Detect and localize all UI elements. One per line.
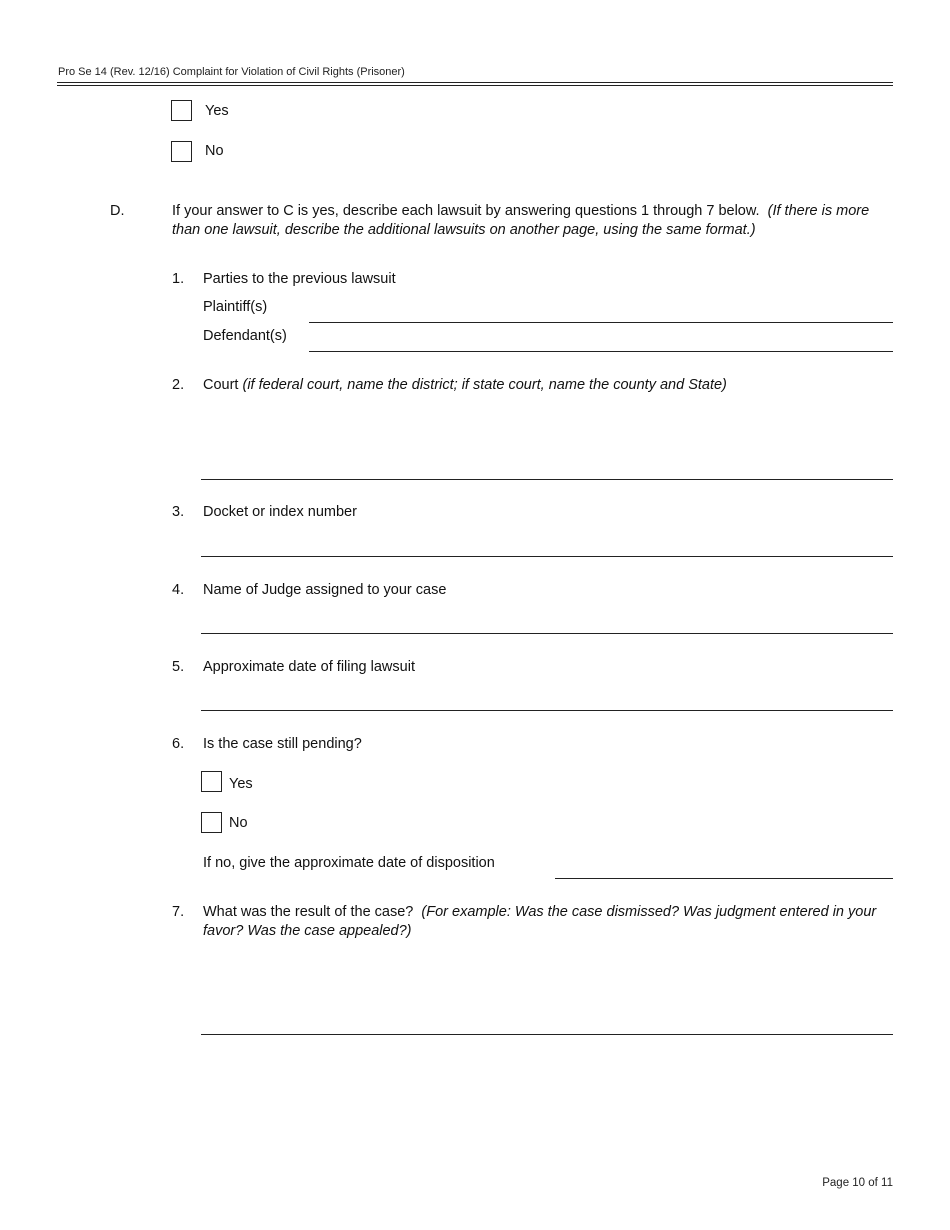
case-result-field[interactable]: [201, 1034, 893, 1035]
c-yes-checkbox[interactable]: [171, 100, 192, 121]
filing-date-field[interactable]: [201, 710, 893, 711]
plaintiff-field[interactable]: [309, 322, 893, 323]
q3-number: 3.: [172, 504, 185, 520]
q2-label-text: Court: [203, 377, 239, 393]
q5-number: 5.: [172, 659, 185, 675]
header-rule-bottom: [57, 85, 893, 86]
page-number: Page 10 of 11: [822, 1177, 893, 1189]
disposition-date-field[interactable]: [555, 878, 893, 879]
defendant-label: Defendant(s): [203, 328, 287, 344]
section-d-letter: D.: [110, 203, 125, 219]
docket-number-field[interactable]: [201, 556, 893, 557]
q1-number: 1.: [172, 271, 185, 287]
c-yes-label: Yes: [205, 103, 229, 119]
q3-label: Docket or index number: [203, 504, 357, 520]
pending-yes-checkbox[interactable]: [201, 771, 222, 792]
q4-number: 4.: [172, 582, 185, 598]
c-no-label: No: [205, 143, 224, 159]
q2-number: 2.: [172, 377, 185, 393]
q2-label: [203, 376, 727, 395]
section-d-instruction-note: (If there is more than one lawsuit, describe the additional lawsuits on another page, using the same format.): [172, 203, 870, 238]
q2-note: (if federal court, name the district; if state court, name the county and State): [242, 377, 727, 393]
disposition-label: If no, give the approximate date of disposition: [203, 855, 495, 871]
q4-label: Name of Judge assigned to your case: [203, 582, 447, 598]
q1-label: Parties to the previous lawsuit: [203, 271, 396, 287]
judge-name-field[interactable]: [201, 633, 893, 634]
q6-number: 6.: [172, 736, 185, 752]
q6-label: Is the case still pending?: [203, 736, 362, 752]
q5-label: Approximate date of filing lawsuit: [203, 659, 415, 675]
section-d-instruction-text: If your answer to C is yes, describe each lawsuit by answering questions 1 through 7 below.: [172, 203, 760, 219]
court-field[interactable]: [201, 479, 893, 480]
pending-no-checkbox[interactable]: [201, 812, 222, 833]
pending-yes-label: Yes: [229, 776, 253, 792]
q7-label-text: What was the result of the case?: [203, 904, 414, 920]
section-d-instruction: [172, 202, 887, 240]
q7-label: [203, 903, 883, 941]
form-header: Pro Se 14 (Rev. 12/16) Complaint for Violation of Civil Rights (Prisoner): [58, 66, 405, 78]
pending-no-label: No: [229, 815, 248, 831]
plaintiff-label: Plaintiff(s): [203, 299, 268, 315]
header-rule-top: [57, 82, 893, 83]
c-no-checkbox[interactable]: [171, 141, 192, 162]
q7-note: (For example: Was the case dismissed? Was judgment entered in your favor? Was the case appealed?): [203, 904, 877, 939]
defendant-field[interactable]: [309, 351, 893, 352]
q7-number: 7.: [172, 904, 185, 920]
